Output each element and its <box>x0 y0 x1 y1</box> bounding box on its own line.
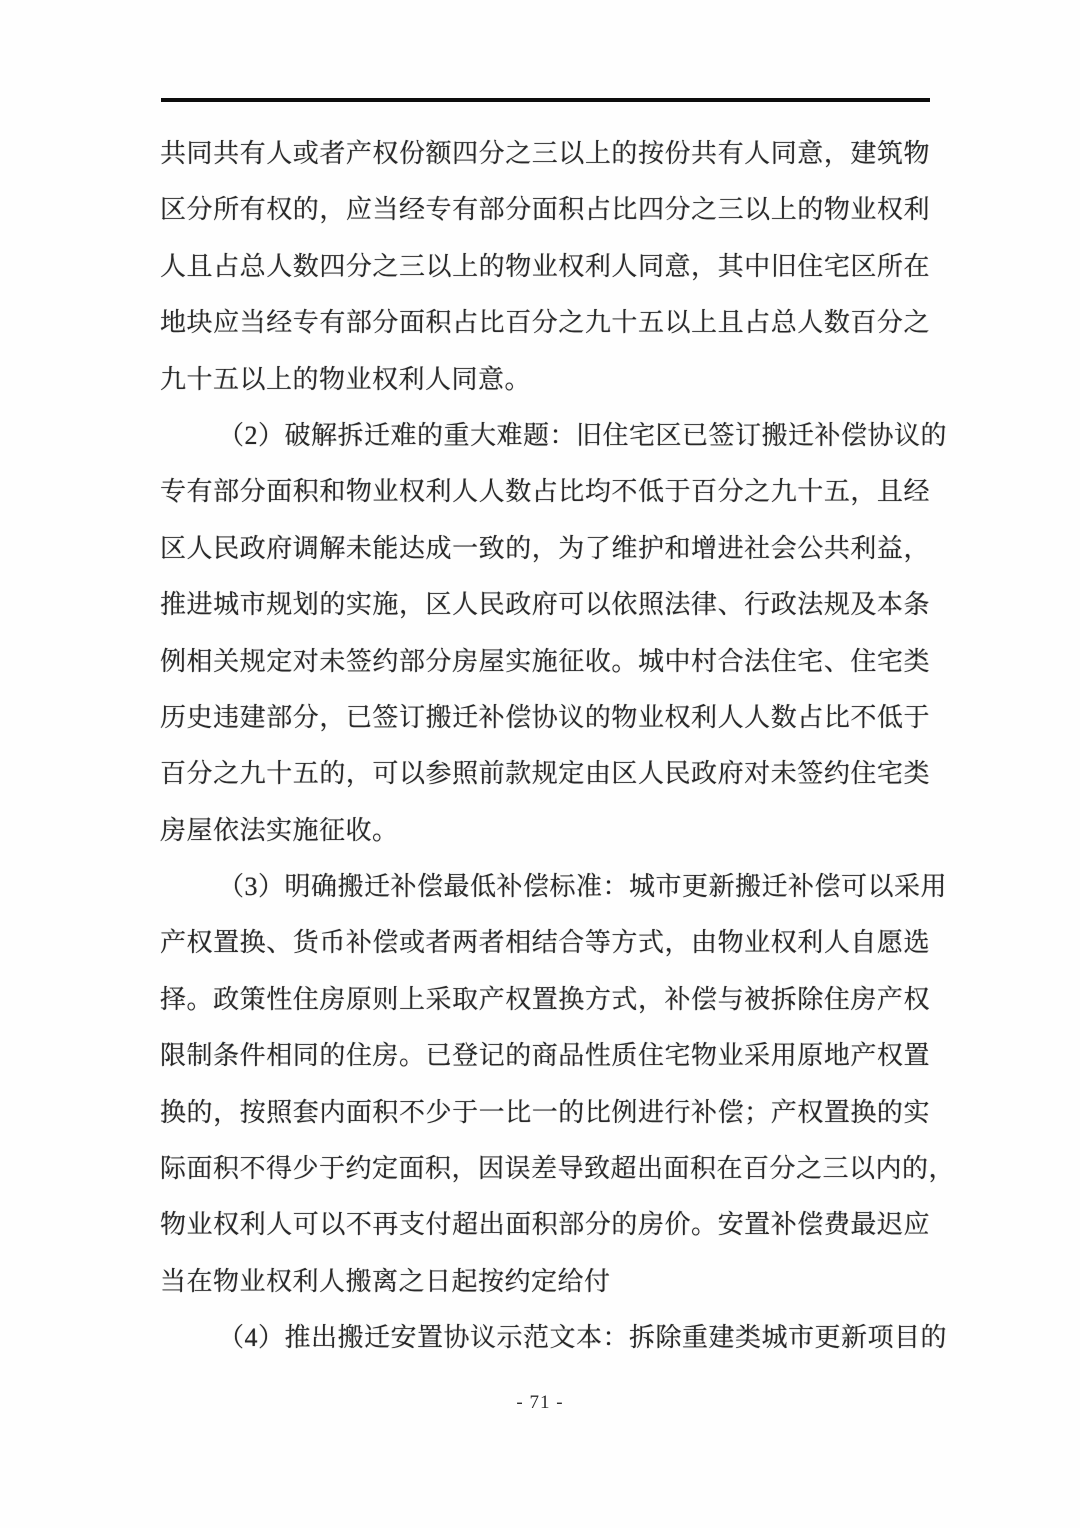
text-line: （4）推出搬迁安置协议示范文本：拆除重建类城市更新项目的 <box>218 1323 948 1353</box>
text-line: 限制条件相同的住房。已登记的商品性质住宅物业采用原地产权置 <box>160 1041 930 1071</box>
text-line: （3）明确搬迁补偿最低补偿标准：城市更新搬迁补偿可以采用 <box>218 872 948 902</box>
text-line: （2）破解拆迁难的重大难题：旧住宅区已签订搬迁补偿协议的 <box>218 420 948 450</box>
text-line: 人且占总人数四分之三以上的物业权利人同意，其中旧住宅区所在 <box>160 251 930 281</box>
text-line: 推进城市规划的实施，区人民政府可以依照法律、行政法规及本条 <box>160 590 930 620</box>
text-line: 专有部分面积和物业权利人人数占比均不低于百分之九十五，且经 <box>160 477 930 507</box>
text-line: 百分之九十五的，可以参照前款规定由区人民政府对未签约住宅类 <box>160 759 930 789</box>
body-text <box>160 126 956 1367</box>
text-line: 九十五以上的物业权利人同意。 <box>160 364 532 394</box>
text-line: 产权置换、货币补偿或者两者相结合等方式，由物业权利人自愿选 <box>160 928 930 958</box>
page-number: - 71 - <box>516 1392 564 1413</box>
header-rule <box>161 98 930 102</box>
text-line: 共同共有人或者产权份额四分之三以上的按份共有人同意，建筑物 <box>160 139 930 168</box>
text-line: 地块应当经专有部分面积占比百分之九十五以上且占总人数百分之 <box>160 308 930 338</box>
text-line: 物业权利人可以不再支付超出面积部分的房价。安置补偿费最迟应 <box>160 1210 930 1240</box>
text-line: 择。政策性住房原则上采取产权置换方式，补偿与被拆除住房产权 <box>160 984 930 1014</box>
text-line: 例相关规定对未签约部分房屋实施征收。城中村合法住宅、住宅类 <box>160 646 930 676</box>
text-line: 区人民政府调解未能达成一致的，为了维护和增进社会公共利益， <box>160 533 930 563</box>
text-line: 当在物业权利人搬离之日起按约定给付 <box>160 1266 611 1296</box>
text-line: 历史违建部分，已签订搬迁补偿协议的物业权利人人数占比不低于 <box>160 702 930 732</box>
text-line: 际面积不得少于约定面积，因误差导致超出面积在百分之三以内的， <box>160 1154 956 1184</box>
text-line: 房屋依法实施征收。 <box>160 815 399 845</box>
text-line: 区分所有权的，应当经专有部分面积占比四分之三以上的物业权利 <box>160 195 930 225</box>
text-line: 换的，按照套内面积不少于一比一的比例进行补偿；产权置换的实 <box>160 1097 930 1127</box>
